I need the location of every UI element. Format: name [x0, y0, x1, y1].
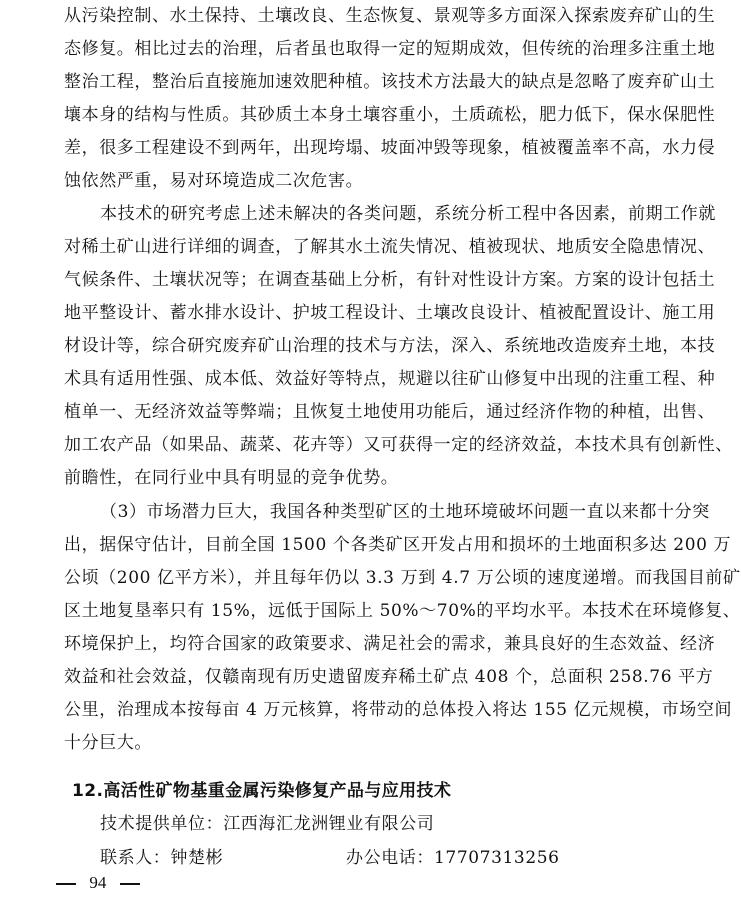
text-line: 环境保护上，均符合国家的政策要求、满足社会的需求，兼具良好的生态效益、经济 — [64, 634, 716, 654]
text-line: 效益和社会效益，仅赣南现有历史遗留废弃稀土矿点 408 个，总面积 258.76 平方 — [64, 667, 714, 687]
text-line: 十分巨大。 — [64, 733, 152, 753]
paragraph-ecological-restoration — [64, 0, 716, 198]
text-line: 壤本身的结构与性质。其砂质土本身土壤容重小，土质疏松，肥力低下，保水保肥性 — [64, 105, 716, 125]
text-line: 材设计等，综合研究废弃矿山治理的技术与方法，深入、系统地改造废弃土地，本技 — [64, 336, 716, 356]
text-line: （3）市场潜力巨大，我国各种类型矿区的土地环境破坏问题一直以来都十分突 — [100, 502, 710, 522]
footer-dash-right — [120, 883, 140, 885]
text-line: 区土地复垦率只有 15%，远低于国际上 50%～70%的平均水平。本技术在环境修复、 — [64, 601, 741, 621]
footer-dash-left — [56, 883, 76, 885]
section-heading: 12.高活性矿物基重金属污染修复产品与应用技术 — [72, 781, 452, 801]
text-line: 蚀依然严重，易对环境造成二次危害。 — [64, 171, 364, 191]
text-line: 加工农产品（如果品、蔬菜、花卉等）又可获得一定的经济效益，本技术具有创新性、 — [64, 435, 733, 455]
text-line: 对稀土矿山进行详细的调查，了解其水土流失情况、植被现状、地质安全隐患情况、 — [64, 237, 716, 257]
text-line: 术具有适用性强、成本低、效益好等特点，规避以往矿山修复中出现的注重工程、种 — [64, 369, 716, 389]
paragraph-market-potential — [64, 496, 741, 760]
text-line: 本技术的研究考虑上述未解决的各类问题，系统分析工程中各因素，前期工作就 — [100, 204, 716, 224]
contact-row — [100, 843, 620, 873]
text-line: 差，很多工程建设不到两年，出现垮塌、坡面冲毁等现象，植被覆盖率不高，水力侵 — [64, 138, 716, 158]
text-line: 地平整设计、蓄水排水设计、护坡工程设计、土壤改良设计、植被配置设计、施工用 — [64, 303, 716, 323]
page-number: 94 — [89, 873, 107, 892]
text-line: 前瞻性，在同行业中具有明显的竞争优势。 — [64, 468, 399, 488]
contact-person: 联系人：钟楚彬 — [100, 848, 224, 868]
text-line: 植单一、无经济效益等弊端；且恢复土地使用功能后，通过经济作物的种植，出售、 — [64, 402, 716, 422]
text-line: 气候条件、土壤状况等；在调查基础上分析，有针对性设计方案。方案的设计包括土 — [64, 270, 716, 290]
page-footer — [56, 870, 140, 896]
text-line: 公顷（200 亿平方米），并且每年仍以 3.3 万到 4.7 万公顷的速度递增。而我国目前矿 — [64, 568, 741, 588]
paragraph-technical-research — [64, 198, 733, 495]
text-line: 公里，治理成本按每亩 4 万元核算，将带动的总体投入将达 155 亿元规模，市场空间 — [64, 700, 733, 720]
text-line: 出，据保守估计，目前全国 1500 个各类矿区开发占用和损坏的土地面积多达 200 万 — [64, 535, 732, 555]
text-line: 态修复。相比过去的治理，后者虽也取得一定的短期成效，但传统的治理多注重土地 — [64, 39, 716, 59]
text-line: 整治工程，整治后直接施加速效肥种植。该技术方法最大的缺点是忽略了废弃矿山土 — [64, 72, 716, 92]
text-line: 从污染控制、水土保持、土壤改良、生态恢复、景观等多方面深入探索废弃矿山的生 — [64, 6, 716, 26]
provider-line: 技术提供单位：江西海汇龙洲锂业有限公司 — [100, 814, 435, 834]
contact-phone: 办公电话：17707313256 — [346, 848, 560, 868]
